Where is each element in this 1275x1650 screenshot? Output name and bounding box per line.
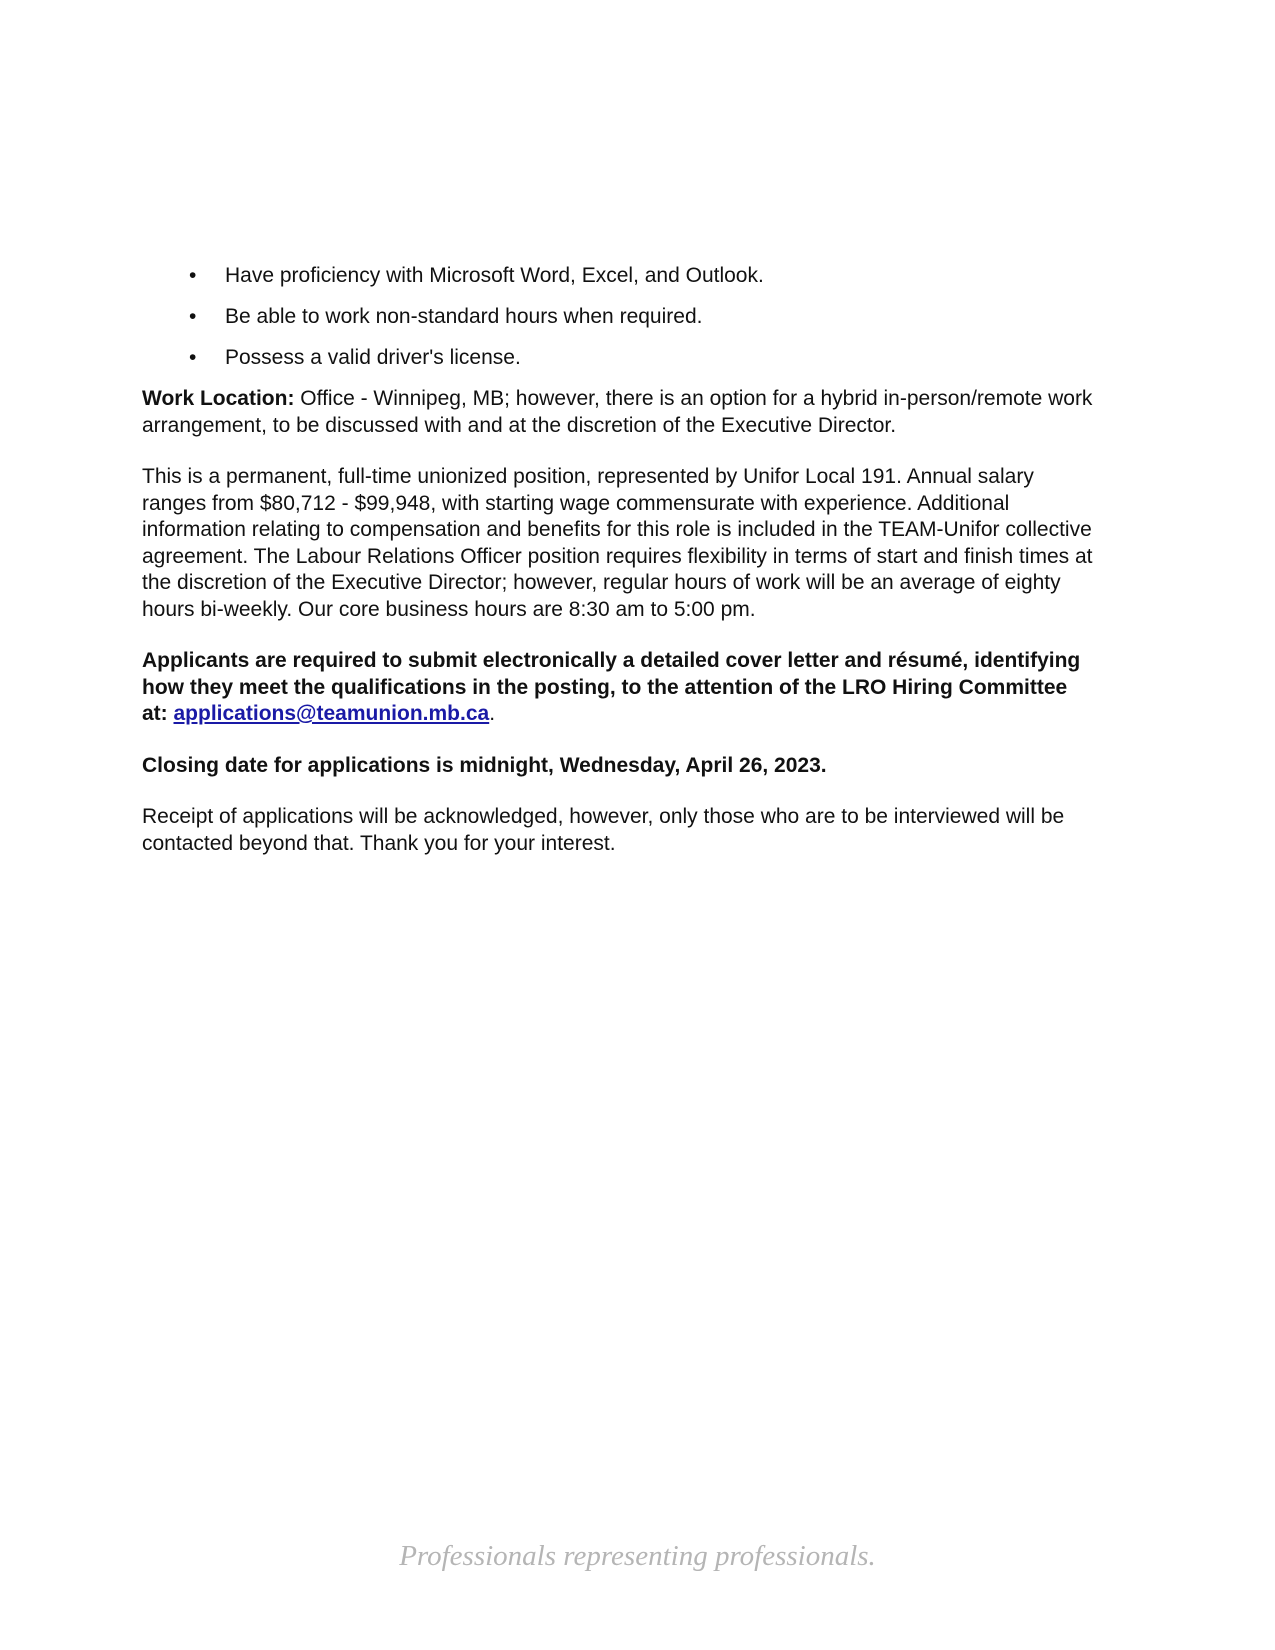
applicants-trailing: . [489, 702, 496, 725]
receipt-paragraph: Receipt of applications will be acknowledged, however, only those who are to be interviewed will be contacted beyond that. Thank you for your interest. [142, 805, 1065, 855]
work-location-label: Work Location: [142, 387, 295, 410]
list-item-text: Have proficiency with Microsoft Word, Excel, and Outlook. [225, 264, 764, 287]
requirements-list [142, 263, 1097, 371]
position-paragraph: This is a permanent, full-time unionized position, represented by Unifor Local 191. Annual salary ranges from $80,712 - $99,948, with starting wage commensurate with experience. Additional information relating to compensation and benefits for this role is included in the TEAM-Unifor collective agreement. The Labour Relations Officer position requires flexibility in terms of start and finish times at the discretion of the Executive Director; however, regular hours of work will be an average of eighty hours bi-weekly. Our core business hours are 8:30 am to 5:00 pm. [142, 465, 1093, 621]
bullet-icon: • [189, 346, 197, 369]
list-item [142, 304, 1097, 330]
email-link[interactable]: applications@teamunion.mb.ca [173, 702, 490, 725]
work-location-text: Office - Winnipeg, MB; however, there is an option for a hybrid in-person/remote work arrangement, to be discussed with and at the discretion of the Executive Director. [142, 387, 1093, 437]
document-body [142, 263, 1097, 882]
list-item-text: Possess a valid driver's license. [225, 346, 521, 369]
bullet-icon: • [189, 264, 197, 287]
applicants-paragraph [142, 648, 1097, 728]
closing-date: Closing date for applications is midnight, Wednesday, April 26, 2023. [142, 753, 827, 777]
list-item [142, 263, 1097, 289]
list-item [142, 345, 1097, 371]
list-item-text: Be able to work non-standard hours when required. [225, 305, 703, 328]
applicants-text: Applicants are required to submit electronically a detailed cover letter and résumé, identifying how they meet the qualifications in the posting, to the attention of the LRO Hiring Committee at: [142, 649, 1081, 725]
footer-tagline: Professionals representing professionals. [399, 1540, 876, 1572]
work-location-paragraph [142, 386, 1097, 439]
bullet-icon: • [189, 305, 197, 328]
